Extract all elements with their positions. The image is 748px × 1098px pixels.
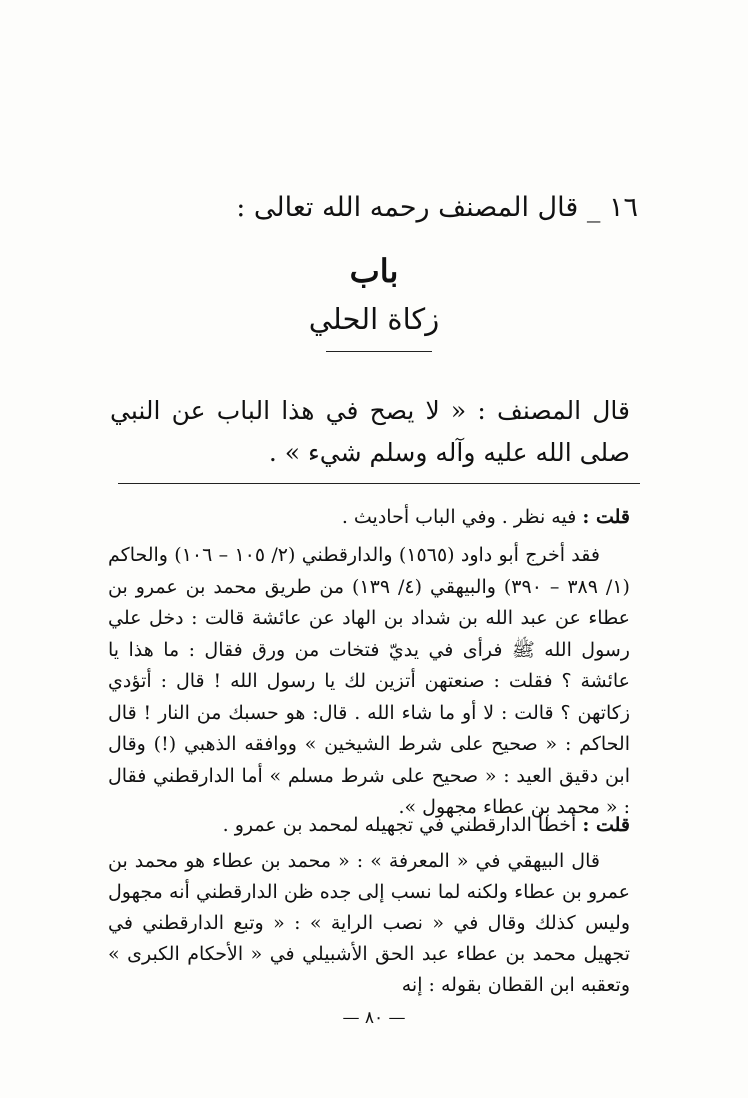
comment-label: قلت : xyxy=(582,814,630,836)
section-divider xyxy=(118,483,640,484)
hadith-paragraph: فقد أخرج أبو داود (١٥٦٥) والدارقطني (٢/ ١٠٥ – ١٠٦) والحاكم (١/ ٣٨٩ – ٣٩٠) والبيهقي (٤/ ١٣٩) من طريق محمد بن عمرو بن عطاء عن عبد الله بن شداد بن الهاد عن عائشة قالت : دخل علي رسول الله ﷺ فرأى في يديّ فتخات من ورق فقال : ما هذا يا عائشة ؟ فقلت : صنعتهن أتزين لك يا رسول الله ! قال : أتؤدي زكاتهن ؟ قالت : لا أو ما شاء الله . قال: هو حسبك من النار ! قال الحاكم : « صحيح على شرط الشيخين » ووافقه الذهبي (!) وقال ابن دقيق العيد : « صحيح على شرط مسلم » أما الدارقطني فقال : « محمد بن عطاء مجهول ». xyxy=(108,544,630,818)
comment-label: قلت : xyxy=(582,506,630,528)
comment-text: أخطأ الدارقطني في تجهيله لمحمد بن عمرو . xyxy=(222,814,583,836)
comment-paragraph xyxy=(108,502,630,532)
chapter-subtitle: زكاة الحلي xyxy=(308,302,440,336)
section-heading: ١٦ _ قال المصنف رحمه الله تعالى : xyxy=(236,192,638,223)
page-number: — ٨٠ — xyxy=(342,1008,406,1028)
author-quote: قال المصنف : « لا يصح في هذا الباب عن النبي صلى الله عليه وآله وسلم شيء » . xyxy=(110,396,630,467)
chapter-title: باب xyxy=(349,252,399,290)
title-divider xyxy=(326,351,432,352)
comment-text: فيه نظر . وفي الباب أحاديث . xyxy=(341,506,583,528)
comment-paragraph xyxy=(108,810,630,840)
citation-paragraph: قال البيهقي في « المعرفة » : « محمد بن عطاء هو محمد بن عمرو بن عطاء ولكنه لما نسب إلى جده ظن الدارقطني أنه مجهول وليس كذلك وقال في « نصب الراية » : « وتبع الدارقطني في تجهيل محمد بن عطاء عبد الحق الأشبيلي في « الأحكام الكبرى » وتعقبه ابن القطان بقوله : إنه xyxy=(108,850,630,996)
